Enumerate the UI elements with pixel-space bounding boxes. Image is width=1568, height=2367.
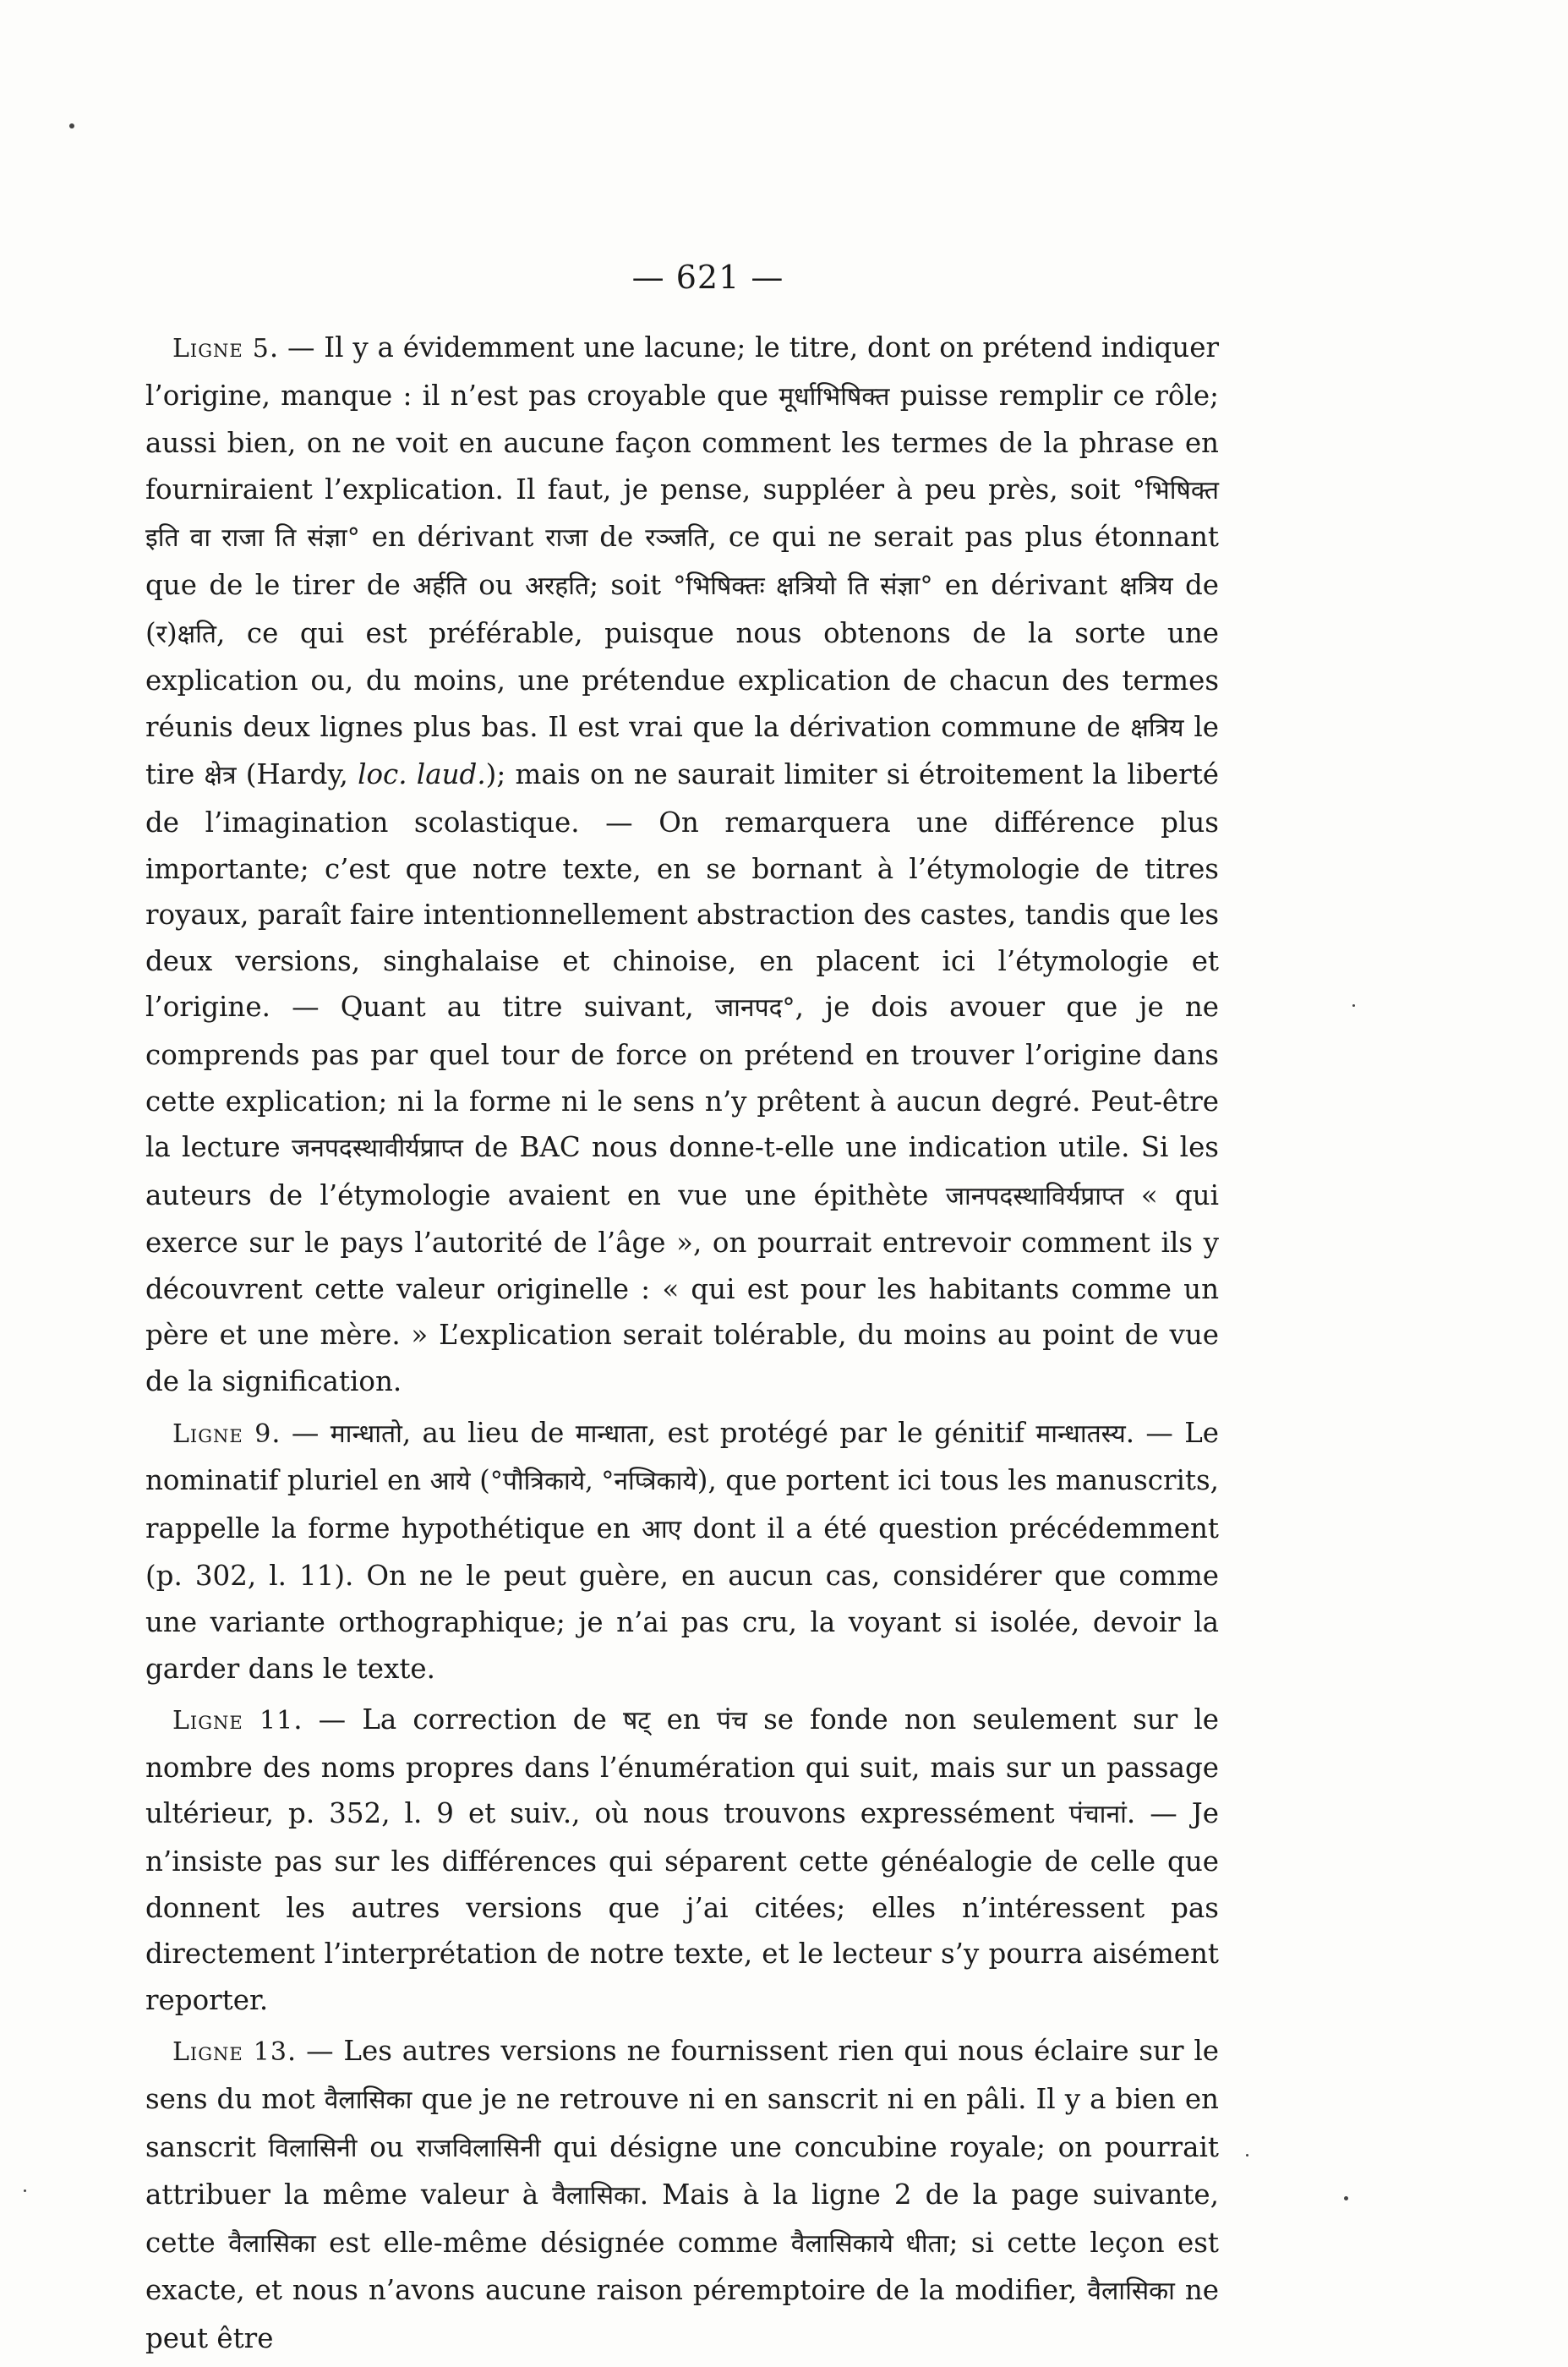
devanagari-term: आए [642, 1514, 682, 1544]
line-label: Ligne 5 [172, 334, 270, 364]
text-run: « qui exerce sur le pays l’autorité de l’âge », on pourrait entrevoir comment ils y découvrent cette valeur originelle : « qui est pour les habitants comme un père et une mère. » L’explication serait tolérable, du moins au point de vue de la signification. [145, 1178, 1219, 1398]
text-run: en dérivant [359, 521, 546, 554]
text-run: (Hardy, [236, 758, 358, 791]
devanagari-term: अरहति [525, 571, 590, 601]
devanagari-term: रञ्जति [645, 523, 708, 554]
devanagari-term: पंचानां [1068, 1800, 1127, 1830]
paragraph [145, 1410, 1219, 1692]
text-run: , au lieu de [402, 1416, 576, 1449]
devanagari-term: °पौत्रिकाये, °नप्त्रिकाये [489, 1467, 697, 1497]
devanagari-term: वैलासिका [1087, 2277, 1175, 2307]
devanagari-term: जनपदस्थावीर्यप्राप्त [291, 1134, 463, 1164]
devanagari-term: अर्हति [412, 571, 467, 601]
text-run: de BAC nous donne-t-elle une indication utile. Si les auteurs de l’étymologie avaient en vue une épithète [145, 1131, 1219, 1211]
text-run: est elle-même désignée comme [315, 2226, 791, 2259]
text-run: de [587, 521, 646, 554]
text-run: se fonde non seulement sur le nombre des noms propres dans l’énumération qui suit, mais sur un passage ultérieur, p. 352, l. 9 et suiv., où nous trouvons expressément [145, 1703, 1219, 1830]
text-run: que je ne retrouve ni en sanscrit ni en pâli. Il y a bien en sanscrit [145, 2082, 1219, 2163]
scan-speck [1344, 2196, 1348, 2200]
text-run: ; soit [589, 568, 674, 601]
body-text [145, 325, 1219, 2367]
scan-speck [24, 2189, 26, 2192]
text-run: ); mais on ne saurait limiter si étroitement la liberté de l’imagination scolastique. — On remarquera une différence plus importante; c’est que notre texte, en se bornant à l’étymologie de titres royaux, paraît faire intentionnellement abstraction des castes, tandis que les deux versions, singhalaise et chinoise, en placent ici l’étymologie et l’origine. — Quant au titre suivant, [145, 758, 1219, 1024]
text-run: . — Les autres versions ne fournissent rien qui nous éclaire sur le sens du mot [145, 2035, 1219, 2115]
text-run: en [650, 1703, 717, 1736]
scan-speck [69, 123, 74, 128]
devanagari-term: °भिषिक्तः क्षत्रियो ति संज्ञा° [673, 571, 933, 601]
text-run: puisse remplir ce rôle; aussi bien, on ne voit en aucune façon comment les termes de la phrase en fourniraient l’explication. Il faut, je pense, suppléer à peu près, soit [145, 379, 1219, 506]
text-run: ), que portent ici tous les manuscrits, rappelle la forme hypothétique en [145, 1464, 1219, 1544]
text-run: . — Il y a évidemment une lacune; le titre, dont on prétend indiquer l’origine, manque : il n’est pas croyable que [145, 331, 1219, 412]
text-run: ou [466, 568, 526, 601]
devanagari-term: जानपद° [714, 993, 795, 1024]
devanagari-term: वैलासिका [324, 2085, 412, 2115]
devanagari-term: राजविलासिनी [416, 2133, 541, 2163]
text-run: ) [166, 616, 178, 649]
devanagari-term: वैलासिका [228, 2228, 316, 2259]
paragraph [145, 325, 1219, 1405]
devanagari-term: मान्धातस्य [1035, 1419, 1126, 1449]
text-run: . — La correction de [293, 1703, 623, 1736]
devanagari-term: वैलासिका [552, 2181, 640, 2211]
devanagari-term: क्षत्रिय [1130, 713, 1184, 743]
devanagari-term: क्षेत्र [204, 761, 237, 791]
text-run: dont il a été question précédemment (p. 302, l. 11). On ne le peut guère, en aucun cas, considérer que comme une variante orthographique; je n’ai pas cru, la voyant si isolée, devoir la garder dans le texte. [145, 1511, 1219, 1685]
text-run: de ( [145, 568, 1219, 649]
text-run: , ce qui est préférable, puisque nous obtenons de la sorte une explication ou, du moins, une prétendue explication de chacun des termes réunis deux lignes plus bas. Il est vrai que la dérivation commune de [145, 616, 1219, 743]
devanagari-term: मूर्धाभिषिक्त [779, 381, 890, 412]
devanagari-term: मान्धातो [330, 1419, 402, 1449]
scan-speck [1352, 1004, 1355, 1007]
italic-text: loc. laud. [358, 758, 486, 791]
text-run: , ce qui ne serait pas plus étonnant que de le tirer de [145, 521, 1219, 601]
devanagari-term: वैलासिकाये धीता [790, 2228, 949, 2259]
devanagari-term: °भिषिक्त इति वा राजा ति संज्ञा° [145, 475, 1219, 554]
devanagari-term: षट् [622, 1706, 651, 1736]
text-run: ; si cette leçon est exacte, et nous n’avons aucune raison péremptoire de la modifier, [145, 2226, 1219, 2307]
text-run: . — Le nominatif pluriel en [145, 1416, 1220, 1497]
devanagari-term: विलासिनी [268, 2133, 358, 2163]
text-run: ou [357, 2130, 417, 2163]
text-run: qui désigne une concubine royale; on pourrait attribuer la même valeur à [145, 2130, 1219, 2211]
text-run: . Mais à la ligne 2 de la page suivante, cette [145, 2178, 1219, 2259]
devanagari-term: जानपदस्थाविर्यप्राप्त [945, 1181, 1124, 1211]
devanagari-term: र [156, 619, 167, 649]
paragraph [145, 2028, 1219, 2361]
devanagari-term: आये [429, 1467, 471, 1497]
devanagari-term: क्षति [177, 619, 217, 649]
text-run: le tire [145, 710, 1219, 791]
text-run: ( [470, 1464, 490, 1497]
text-run: . — Je n’insiste pas sur les différences qui séparent cette généalogie de celle que donnent les autres versions que j’ai citées; elles n’intéressent pas directement l’interprétation de notre texte, et le lecteur s’y pourra aisément reporter. [145, 1797, 1219, 2016]
text-run: , je dois avouer que je ne comprends pas par quel tour de force on prétend en trouver l’origine dans cette explication; ni la forme ni le sens n’y prêtent à aucun degré. Peut-être la lecture [145, 991, 1219, 1164]
devanagari-term: मान्धाता [575, 1419, 647, 1449]
paragraph [145, 1697, 1219, 2023]
devanagari-term: क्षत्रिय [1119, 571, 1173, 601]
line-label: Ligne 9 [172, 1419, 272, 1449]
text-run: ne peut être [145, 2274, 1220, 2354]
scan-speck [1246, 2154, 1248, 2157]
line-label: Ligne 13 [172, 2037, 287, 2068]
page-number: — 621 — [631, 259, 784, 296]
line-label: Ligne 11 [172, 1706, 294, 1736]
text-run: . — [271, 1416, 331, 1449]
devanagari-term: राजा [545, 523, 588, 554]
devanagari-term: पंच [716, 1706, 747, 1736]
text-run: , est protégé par le génitif [647, 1416, 1036, 1449]
text-run: en dérivant [932, 568, 1120, 601]
